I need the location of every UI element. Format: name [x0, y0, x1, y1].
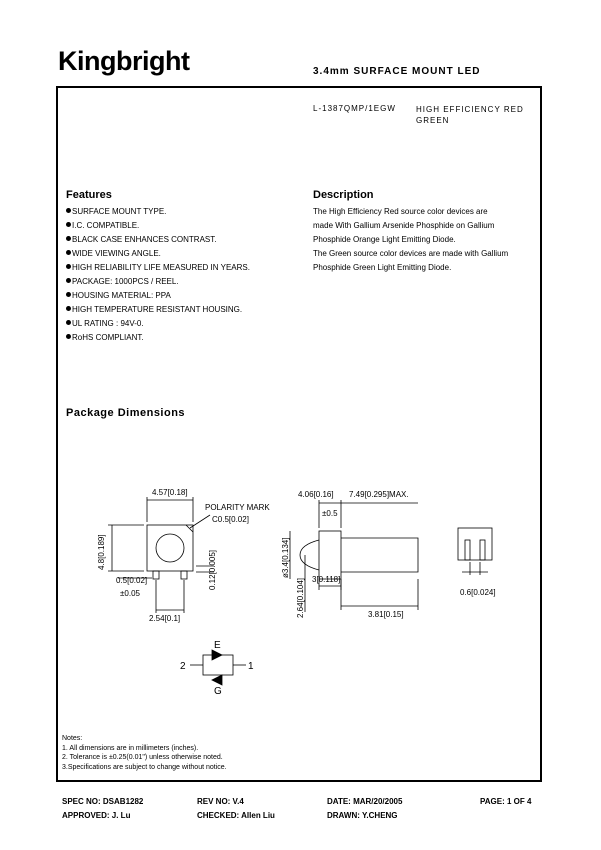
side-view-body [319, 531, 341, 579]
feature-item: PACKAGE: 1000PCS / REEL. [66, 275, 250, 289]
side-view-lead-frame [341, 538, 418, 572]
dim-side-tolerance: ±0.5 [322, 509, 338, 518]
features-heading: Features [66, 189, 112, 201]
dim-pad: 0.5[0.02] [116, 576, 148, 585]
dim-side-length: 7.49[0.295]MAX. [349, 490, 409, 499]
note-line: 1. All dimensions are in millimeters (inches). [62, 744, 199, 752]
package-dimensions-heading: Package Dimensions [66, 407, 186, 419]
dim-pitch: 2.54[0.1] [149, 614, 181, 623]
spec-date: DATE: MAR/20/2005 [327, 797, 403, 806]
end-view-lead-right [480, 540, 485, 560]
dim-height-left: 4.8[0.189] [97, 534, 106, 570]
schematic-pin-1: 1 [248, 661, 254, 672]
dim-lens-diameter: ø3.4[0.134] [281, 537, 290, 578]
front-view-lens [156, 534, 184, 562]
chamfer-label: C0.5[0.02] [212, 515, 249, 524]
feature-item: HIGH RELIABILITY LIFE MEASURED IN YEARS. [66, 261, 250, 275]
dim-end-gap: 0.6[0.024] [460, 588, 496, 597]
notes-title: Notes: [62, 735, 83, 742]
dim-lead-span: 3.81[0.15] [368, 610, 404, 619]
polarity-mark-label: POLARITY MARK [205, 503, 270, 512]
dim-pad-tolerance: ±0.05 [120, 589, 140, 598]
front-view-body [147, 525, 193, 571]
notes [62, 734, 227, 772]
revision-number: REV NO: V.4 [197, 797, 244, 806]
end-view-body [458, 528, 492, 560]
feature-item: BLACK CASE ENHANCES CONTRAST. [66, 233, 250, 247]
feature-item: HIGH TEMPERATURE RESISTANT HOUSING. [66, 303, 250, 317]
part-description-line: GREEN [416, 116, 450, 125]
schematic-pin-2: 2 [180, 661, 186, 672]
side-view-lens [300, 540, 319, 570]
note-line: 2. Tolerance is ±0.25(0.01") unless otherwise noted. [62, 754, 223, 761]
description-line: made With Gallium Arsenide Phosphide on Gallium [313, 221, 495, 230]
document-title: 3.4mm SURFACE MOUNT LED [313, 66, 481, 77]
brand-logo: Kingbright [58, 46, 190, 76]
description-line: The High Efficiency Red source color devices are [313, 207, 488, 216]
description-line: Phosphide Green Light Emitting Diode. [313, 263, 452, 272]
approved-by: APPROVED: J. Lu [62, 811, 131, 820]
feature-item: HOUSING MATERIAL: PPA [66, 289, 250, 303]
feature-item: I.C. COMPATIBLE. [66, 219, 250, 233]
page-number: PAGE: 1 OF 4 [480, 797, 532, 806]
schematic-frame [203, 655, 233, 675]
part-description-line: HIGH EFFICIENCY RED [416, 105, 524, 114]
dim-lead-thickness: 0.12[0.005] [208, 549, 217, 590]
front-lead-right [181, 571, 187, 579]
front-lead-left [153, 571, 159, 579]
note-line: 3.Specifications are subject to change without notice. [62, 763, 227, 771]
description-line: Phosphide Orange Light Emitting Diode. [313, 235, 456, 244]
description-heading: Description [313, 189, 374, 201]
feature-item: WIDE VIEWING ANGLE. [66, 247, 250, 261]
checked-by: CHECKED: Allen Liu [197, 811, 275, 820]
feature-item: UL RATING : 94V-0. [66, 317, 250, 331]
spec-number: SPEC NO: DSAB1282 [62, 797, 144, 806]
chamfer-mark [186, 525, 193, 532]
feature-item: SURFACE MOUNT TYPE. [66, 205, 250, 219]
diode-icon [212, 675, 222, 685]
schematic-label-e: E [214, 640, 221, 651]
dim-lens-height: 2.64[0.104] [296, 577, 305, 618]
description-line: The Green source color devices are made with Gallium [313, 249, 509, 258]
diode-icon [212, 650, 222, 660]
dim-side-width: 4.06[0.16] [298, 490, 334, 499]
schematic-label-g: G [214, 686, 222, 697]
end-view-lead-left [465, 540, 470, 560]
feature-item: RoHS COMPLIANT. [66, 331, 250, 345]
dim-lead-length: 3[0.118] [312, 575, 341, 584]
drawn-by: DRAWN: Y.CHENG [327, 811, 398, 820]
dim-width-top: 4.57[0.18] [152, 488, 188, 497]
part-number: L-1387QMP/1EGW [313, 104, 396, 113]
